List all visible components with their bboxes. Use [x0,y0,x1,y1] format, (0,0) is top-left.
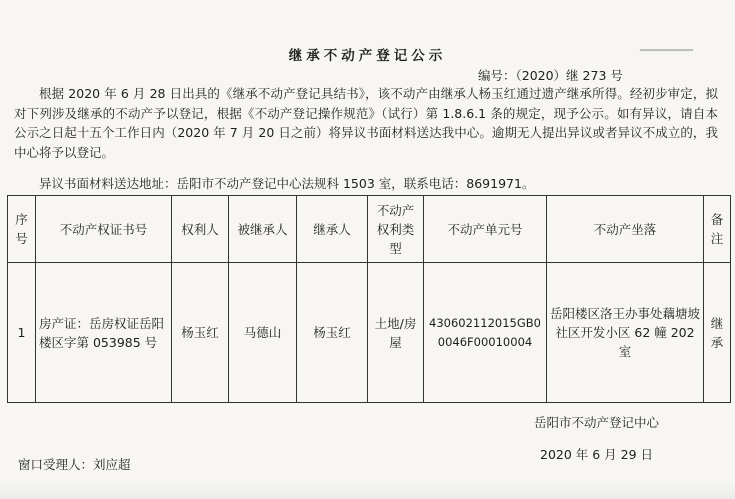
page-bottom-edge [0,480,735,499]
table-row [8,263,731,403]
cell-seq: 1 [8,263,36,403]
notice-title: 继承不动产登记公示 [288,48,447,64]
window-receiver: 窗口受理人：刘应超 [18,457,131,472]
issuing-organization: 岳阳市不动产登记中心 [534,415,660,430]
cell-cert-no: 房产证：岳房权证岳阳楼区字第 053985 号 [36,263,172,403]
header-right-holder: 权利人 [172,196,229,263]
objection-address: 异议书面材料送达地址：岳阳市不动产登记中心法规科 1503 室，联系电话：8691971。 [39,176,535,191]
header-cert-no: 不动产权证书号 [36,196,172,263]
header-remark: 备注 [704,196,731,263]
document-number: 编号：（2020）继 273 号 [478,68,623,83]
notice-paragraph: 根据 2020 年 6 月 28 日出具的《继承不动产登记具结书》，该不动产由继承人杨玉红通过遗产继承所得。经初步审定，拟对下列涉及继承的不动产予以登记，根据《不动产登记操作规范》（试行）第 1.8.6.1 条的规定，现予公示。如有异议，请自本公示之日起十五个工作日内（2020 年 7 月 20 日之前）将异议书面材料送达我中心。逾期无人提出异议或者异议不成立的，我中心将予以登记。 [14,86,718,160]
table-header-row [8,196,731,263]
header-right-type: 不动产权利类型 [368,196,424,263]
header-seq: 序号 [8,196,36,263]
cell-right-type: 土地/房屋 [368,263,424,403]
header-unit-no: 不动产单元号 [424,196,547,263]
cell-right-holder: 杨玉红 [172,263,229,403]
header-heir: 继承人 [297,196,368,263]
registration-table [7,195,731,403]
cell-remark: 继承 [704,263,731,403]
bleed-through-text: ━━━━━━━━ [640,44,693,57]
issue-date: 2020 年 6 月 29 日 [540,447,654,462]
header-location: 不动产坐落 [547,196,704,263]
cell-decedent: 马德山 [229,263,297,403]
cell-location: 岳阳楼区洛王办事处藕塘坡社区开发小区 62 幢 202 室 [547,263,704,403]
header-decedent: 被继承人 [229,196,297,263]
cell-heir: 杨玉红 [297,263,368,403]
cell-unit-no: 430602112015GB00046F00010004 [424,263,547,403]
